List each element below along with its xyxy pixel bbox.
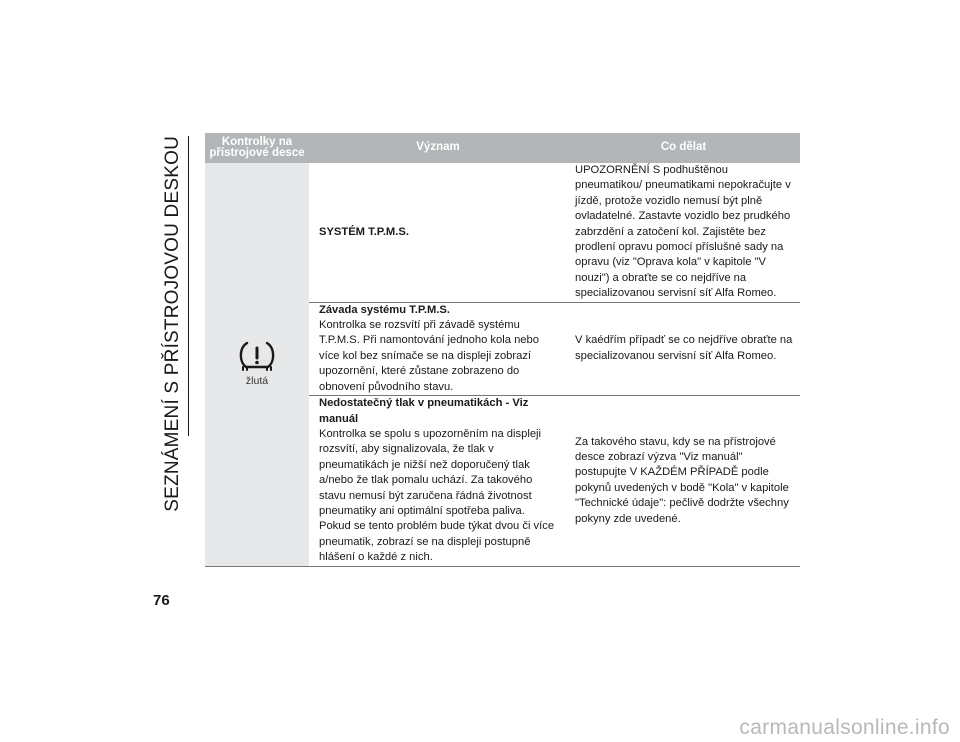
tpms-warning-icon <box>238 340 276 372</box>
row3-meaning-text: Kontrolka se spolu s upozorněním na displeji rozsvítí, aby signalizovala, že tlak v pneumatikách je nižší než doporučený tlak a/nebo že tlak pomalu uchází. Za takového stavu nemusí být zaručena řádná životnost pneumatiky ani optimální spotřeba paliva. <box>319 427 542 517</box>
row3-meaning-title: Nedostatečný tlak v pneumatikách - Viz manuál <box>319 397 529 425</box>
row2-meaning-title: Závada systému T.P.M.S. <box>319 303 450 316</box>
row3-meaning <box>309 396 567 566</box>
lamp-color-label: žlutá <box>245 374 269 387</box>
chapter-side-rule <box>188 136 189 436</box>
row1-meaning <box>309 163 567 302</box>
header-lamp <box>205 133 309 163</box>
row1-action-text: UPOZORNĚNÍ S podhuštěnou pneumatikou/ pneumatikami nepokračujte v jízdě, protože vozidlo nemusí být plně ovladatelné. Zastavte vozidlo bez prudkého zabrzdění a zatočení kol. Zajistěte bez prodlení opravu pomocí příslušné sady na opravu (viz "Oprava kola" v kapitole "V nouzi") a obraťte se co nejdříve na specializovanou servisní síť Alfa Romeo. <box>575 164 791 300</box>
header-lamp-line1: Kontrolky na <box>221 136 293 148</box>
watermark: carmanualsonline.info <box>739 716 950 739</box>
chapter-side-title-text: SEZNÁMENÍ S PŘÍSTROJOVOU DESKOU <box>162 136 183 512</box>
row2-meaning <box>309 302 567 395</box>
row1-meaning-title: SYSTÉM T.P.M.S. <box>319 225 409 238</box>
table-row <box>205 163 800 302</box>
row1-action <box>567 163 800 302</box>
header-meaning: Význam <box>309 133 567 163</box>
warning-lights-table <box>205 133 800 567</box>
lamp-cell <box>205 163 309 566</box>
row3-action-text: Za takového stavu, kdy se na přístrojové desce zobrazí výzva "Viz manuál" postupujte V KAŽDÉM PŘÍPADĚ podle pokynů uvedených v bodě "Kola" v kapitole "Technické údaje": pečlivě dodržte všechny pokyny zde uvedené. <box>575 435 789 525</box>
chapter-side-title <box>158 136 188 512</box>
table-header-row <box>205 133 800 163</box>
header-action: Co dělat <box>567 133 800 163</box>
row3-meaning-text2: Pokud se tento problém bude týkat dvou či více pneumatik, zobrazí se na displeji postupně hlášení o každé z nich. <box>319 520 555 564</box>
row2-action <box>567 302 800 395</box>
row3-action <box>567 396 800 566</box>
page-number: 76 <box>153 592 170 609</box>
row2-meaning-text: Kontrolka se rozsvítí při závadě systému T.P.M.S. Při namontování jednoho kola nebo více kol bez snímače se na displeji zobrazí upozornění, které zůstane zobrazeno do obnovení původního stavu. <box>319 319 539 393</box>
row2-action-text: V kaédřím případť se co nejdříve obraťte na specializovanou servisní síť Alfa Romeo. <box>575 334 793 362</box>
header-lamp-line2: přístrojové desce <box>209 147 305 159</box>
